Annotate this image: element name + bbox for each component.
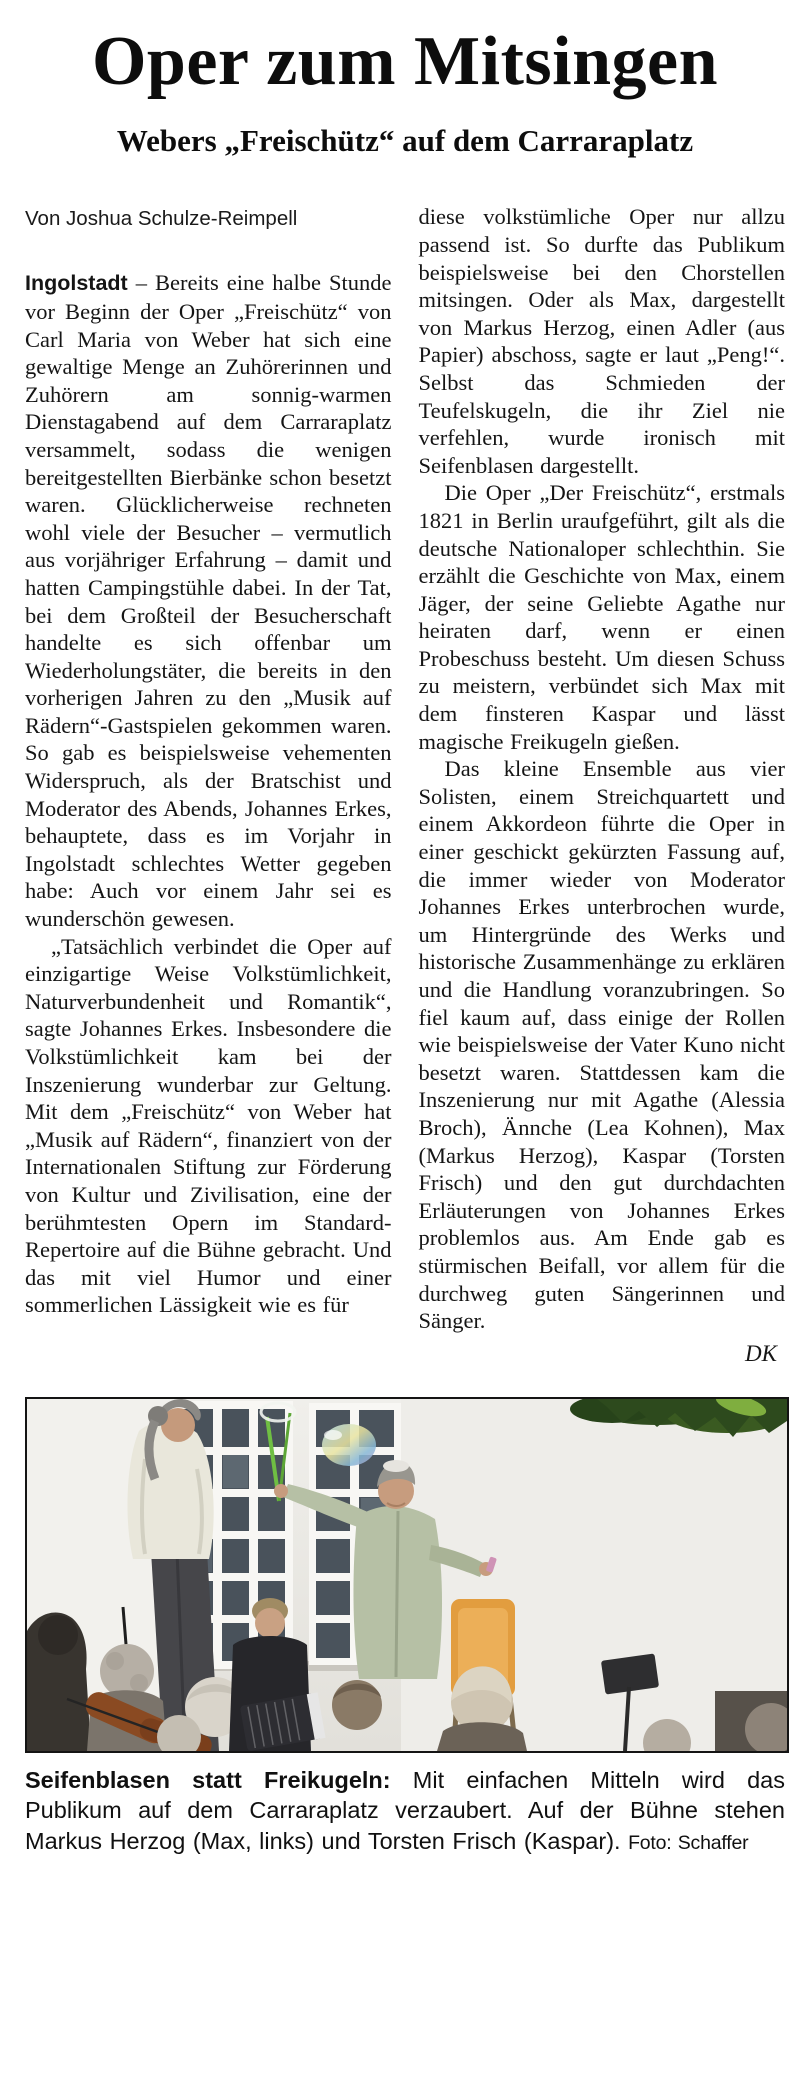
photo-credit: Foto: Schaffer — [628, 1831, 749, 1854]
article-paragraph: Das kleine Ensemble aus vier Solisten, einem Streichquartett und einem Akkordeon führte die Oper in einer geschickt gekürzten Fassung auf, die immer wieder von Moderator Johannes Erkes unterbrochen wurde, um Hintergründe des Werks und historische Zusammenhänge zu erklären und die Handlung voranzubringen. So fiel kaum auf, dass einige der Rollen wie beispielsweise der Vater Kuno nicht besetzt waren. Stattdessen kam die Inszenierung nur mit Agathe (Alessia Broch), Ännche (Lea Kohnen), Max (Markus Herzog), Kaspar (Torsten Frisch) und den gut durchdachten Erläuterungen von Johannes Erkes problemlos aus. Am Ende gab es stürmischen Beifall, vor allem für die durchweg guten Sängerinnen und Sänger. — [418, 756, 785, 1334]
article-column-1 — [25, 203, 392, 1366]
photo-caption — [25, 1765, 785, 1859]
article-paragraph: „Tatsächlich verbindet die Oper auf einzigartige Weise Volkstümlichkeit, Naturverbundenheit und Romantik“, sagte Johannes Erkes. Insbesondere die Volkstümlichkeit kam bei der Inszenierung wunderbar zur Geltung. Mit dem „Freischütz“ von Weber hat „Musik auf Rädern“, finanziert von der Internationalen Stiftung zur Förderung von Kultur und Zivilisation, eine der berühmtesten Opern im Standard-Repertoire auf die Bühne gebracht. Und das mit viel Humor und einer sommerlichen Lässigkeit wie es für — [25, 933, 392, 1318]
dateline: Ingolstadt — [25, 271, 128, 296]
byline: Von Joshua Schulze-Reimpell — [25, 207, 298, 231]
photo-caption-text: Mit einfachen Mitteln wird das Publikum auf dem Carraraplatz verzaubert. Auf der Bühne stehen Markus Herzog (Max, links) und Torsten Frisch (Kaspar). — [25, 1766, 785, 1854]
article-body — [25, 203, 785, 1366]
photo-caption-lead: Seifenblasen statt Freikugeln: — [25, 1766, 391, 1793]
article-paragraph — [25, 269, 392, 932]
article-paragraph: diese volkstümliche Oper nur allzu passend ist. So durfte das Publikum beispielsweise bei den Chorstellen mitsingen. Oder als Max, dargestellt von Markus Herzog, einen Adler (aus Papier) abschoss, sagte er laut „Peng!“. Selbst das Schmieden der Teufelskugeln, die ihr Ziel nie verfehlen, wurde ironisch mit Seifenblasen dargestellt. — [418, 204, 785, 478]
article-subtitle: Webers „Freischütz“ auf dem Carraraplatz — [116, 123, 694, 159]
photo-illustration — [27, 1399, 787, 1751]
article-photo — [25, 1397, 789, 1753]
article-column-2 — [419, 203, 786, 1366]
author-initials: DK — [745, 1340, 777, 1366]
article-paragraph: Die Oper „Der Freischütz“, erstmals 1821 in Berlin uraufgeführt, gilt als die deutsche Nationaloper schlechthin. Sie erzählt die Geschichte von Max, einem Jäger, der seine Geliebte Agathe nur heiraten darf, wenn er einen Probeschuss besteht. Um diesen Schuss zu meistern, verbündet sich Max mit dem finsteren Kaspar und lässt magische Freikugeln gießen. — [418, 480, 785, 754]
paragraph-text: – Bereits eine halbe Stunde vor Beginn der Oper „Freischütz“ von Carl Maria von Weber hat sich eine gewaltige Menge an Zuhörerinnen und Zuhörern am sonnig-warmen Dienstagabend auf dem Carraraplatz versammelt, sodass die wenigen bereitgestellten Bierbänke schon besetzt waren. Glücklicherweise rechneten wohl viele der Besucher – vermutlich aus vorjähriger Erfahrung – damit und hatten Campingstühle dabei. In der Tat, bei dem Großteil der Besucherschaft handelte es sich offenbar um Wiederholungstäter, die bereits in den vorherigen Jahren zu den „Musik auf Rädern“-Gastspielen gekommen waren. So gab es beispielsweise vehementen Widerspruch, als der Bratschist und Moderator des Abends, Johannes Erkes, behauptete, dass es im Vorjahr in Ingolstadt schlechtes Wetter gegeben habe: Auch vor einem Jahr sei es wunderschön gewesen. — [25, 270, 392, 932]
article-title: Oper zum Mitsingen — [91, 23, 718, 100]
